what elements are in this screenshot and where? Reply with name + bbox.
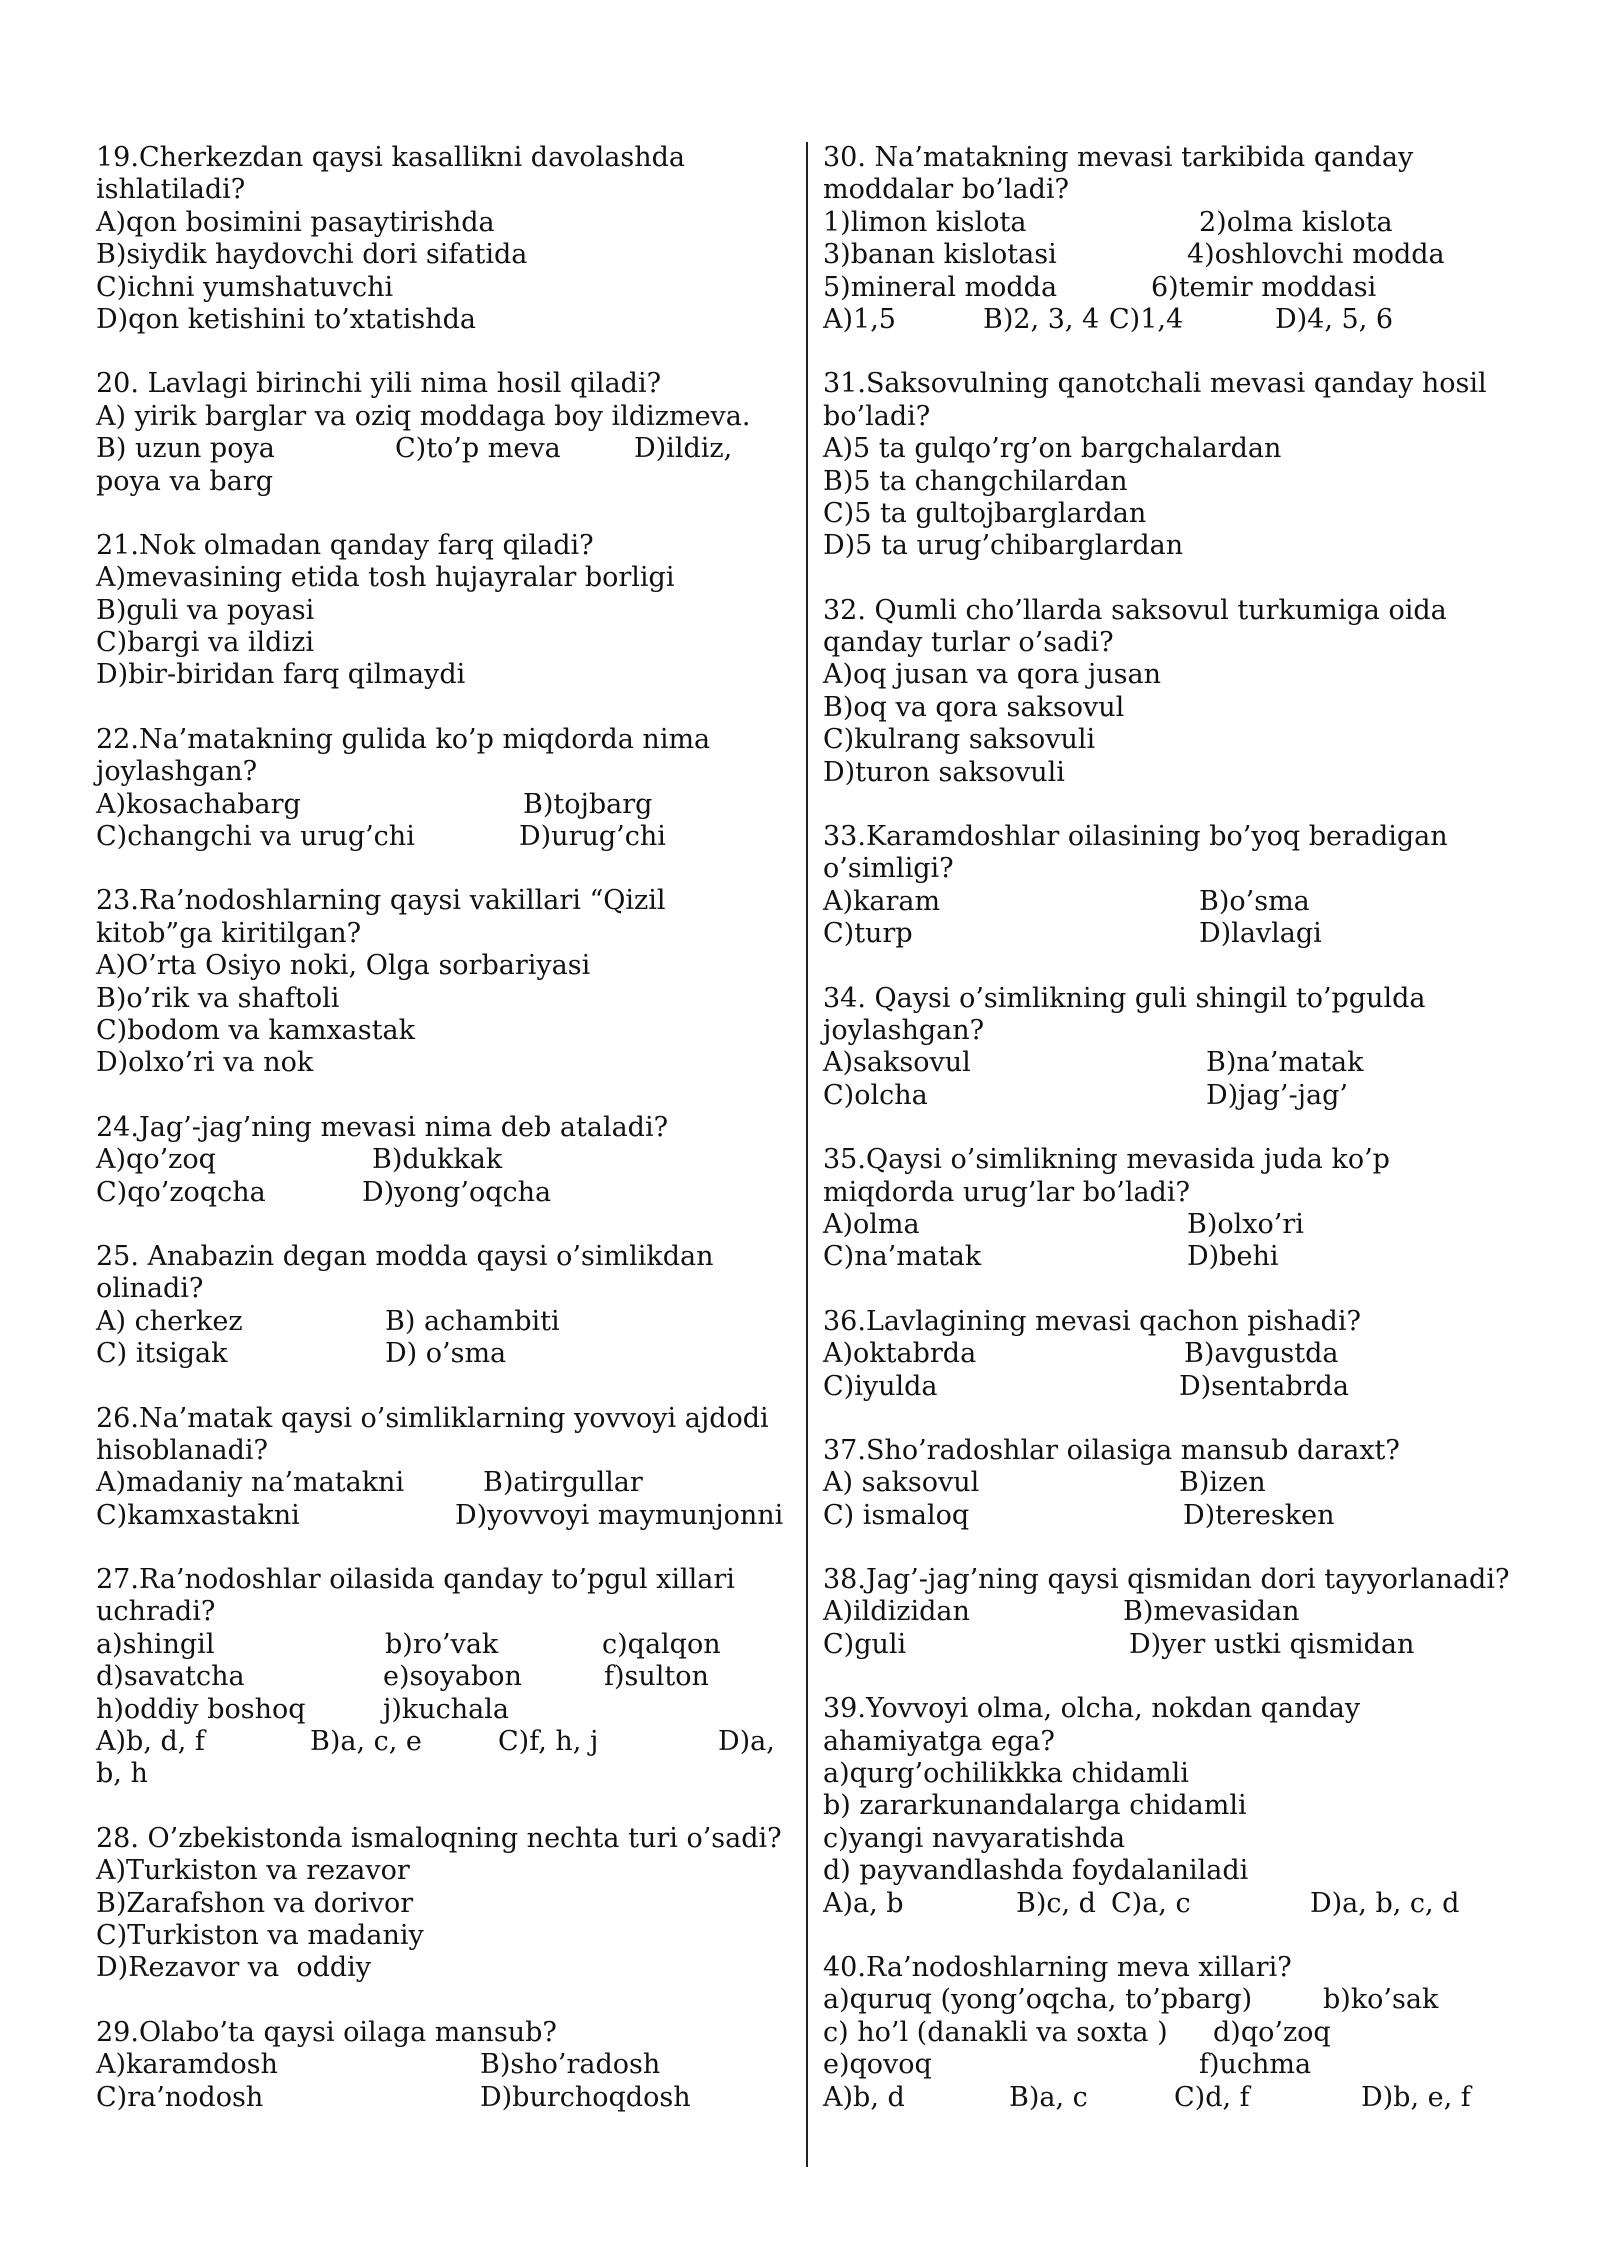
text-line: uchradi? bbox=[96, 1596, 216, 1628]
question-text bbox=[96, 368, 796, 400]
question-text bbox=[823, 368, 1523, 400]
right-question-1 bbox=[823, 142, 1523, 336]
question-text bbox=[96, 1241, 796, 1273]
answer-option: C)d, f bbox=[1174, 2081, 1250, 2113]
question-line bbox=[823, 1177, 1523, 1209]
text-line: c)yangi navyaratishda bbox=[823, 1822, 1126, 1854]
right-question-10 bbox=[823, 1693, 1523, 1920]
question-text bbox=[96, 530, 796, 562]
answer-option: B)avgustda bbox=[1184, 1338, 1339, 1370]
answer-option: D)burchoqdosh bbox=[480, 2081, 691, 2113]
question-line bbox=[96, 1952, 796, 1984]
question-line bbox=[823, 1500, 1523, 1532]
question-line bbox=[823, 724, 1523, 756]
left-question-8 bbox=[96, 1403, 796, 1533]
text-line: C)ichni yumshatuvchi bbox=[96, 271, 394, 303]
text-line: C)Turkiston va madaniy bbox=[96, 1919, 424, 1951]
answer-option: D)lavlagi bbox=[1199, 918, 1322, 950]
question-line bbox=[823, 2049, 1523, 2081]
text-line: A)mevasining etida tosh hujayralar borligi bbox=[96, 562, 675, 594]
question-line bbox=[96, 1338, 796, 1370]
question-line bbox=[96, 1273, 796, 1305]
answer-option: 5)mineral modda bbox=[823, 271, 1058, 303]
column-divider bbox=[806, 142, 808, 2167]
text-line: joylashgan? bbox=[823, 1014, 985, 1046]
question-line bbox=[96, 983, 796, 1015]
question-line bbox=[96, 1144, 796, 1176]
answer-option: f)sulton bbox=[604, 1661, 709, 1693]
left-question-7 bbox=[96, 1241, 796, 1371]
text-line: 27.Ra’nodoshlar oilasida qanday to’pgul xillari bbox=[96, 1564, 735, 1596]
answer-option: A)oktabrda bbox=[823, 1338, 977, 1370]
text-line: miqdorda urug’lar bo’ladi? bbox=[823, 1176, 1190, 1208]
question-line bbox=[823, 1790, 1523, 1822]
answer-option: B) uzun poya bbox=[96, 433, 275, 465]
answer-option: 3)banan kislotasi bbox=[823, 239, 1057, 271]
answer-option: B)o’sma bbox=[1199, 885, 1310, 917]
question-text bbox=[823, 1693, 1523, 1725]
text-line: 24.Jag’-jag’ning mevasi nima deb ataladi? bbox=[96, 1111, 669, 1143]
answer-option: B)mevasidan bbox=[1123, 1596, 1300, 1628]
answer-option: A)kosachabarg bbox=[96, 788, 301, 820]
answer-option: D)yer ustki qismidan bbox=[1129, 1628, 1415, 1660]
left-question-4 bbox=[96, 724, 796, 854]
answer-option: B)sho’radosh bbox=[480, 2049, 661, 2081]
answer-option: A)b, d, f bbox=[96, 1726, 205, 1758]
answer-option: C)iyulda bbox=[823, 1370, 938, 1402]
text-line: B)5 ta changchilardan bbox=[823, 465, 1128, 497]
answer-option: C)1,4 bbox=[1109, 303, 1184, 335]
text-line: A)O’rta Osiyo noki, Olga sorbariyasi bbox=[96, 950, 591, 982]
question-line bbox=[823, 1080, 1523, 1112]
answer-option: A)madaniy na’matakni bbox=[96, 1467, 405, 1499]
answer-option: d)savatcha bbox=[96, 1661, 245, 1693]
answer-option: c) ho’l (danakli va soxta ) bbox=[823, 2016, 1168, 2048]
answer-option: D)jag’-jag’ bbox=[1206, 1079, 1348, 1111]
question-line bbox=[823, 853, 1523, 885]
question-line bbox=[96, 1047, 796, 1079]
text-line: D)bir-biridan farq qilmaydi bbox=[96, 659, 466, 691]
text-line: 25. Anabazin degan modda qaysi o’simlikdan bbox=[96, 1240, 714, 1272]
text-line: C)kulrang saksovuli bbox=[823, 724, 1096, 756]
text-line: 39.Yovvoyi olma, olcha, nokdan qanday bbox=[823, 1693, 1361, 1725]
question-line bbox=[96, 304, 796, 336]
answer-option: D)sentabrda bbox=[1179, 1370, 1349, 1402]
text-line: 31.Saksovulning qanotchali mevasi qanday hosil bbox=[823, 368, 1487, 400]
answer-option: C)guli bbox=[823, 1628, 907, 1660]
question-line bbox=[96, 1920, 796, 1952]
answer-option: B)olxo’ri bbox=[1187, 1208, 1304, 1240]
question-line bbox=[96, 2082, 796, 2114]
answer-option: A)olma bbox=[823, 1208, 920, 1240]
answer-option: C)to’p meva bbox=[395, 433, 561, 465]
answer-option: c)qalqon bbox=[602, 1628, 721, 1660]
question-line bbox=[823, 530, 1523, 562]
question-line bbox=[96, 1855, 796, 1887]
answer-option: a)quruq (yong’oqcha, to’pbarg) bbox=[823, 1984, 1253, 2016]
question-line bbox=[96, 918, 796, 950]
question-line bbox=[96, 1177, 796, 1209]
text-line: b, h bbox=[96, 1758, 148, 1790]
question-line bbox=[823, 1596, 1523, 1628]
text-line: A)Turkiston va rezavor bbox=[96, 1855, 410, 1887]
answer-option: d)qo’zoq bbox=[1213, 2016, 1331, 2048]
answer-option: A) saksovul bbox=[823, 1467, 980, 1499]
answer-option: D)4, 5, 6 bbox=[1275, 303, 1394, 335]
answer-option: B)na’matak bbox=[1206, 1047, 1364, 1079]
left-question-9 bbox=[96, 1564, 796, 1791]
text-line: 34. Qaysi o’simlikning guli shingil to’pgulda bbox=[823, 982, 1426, 1014]
text-line: 22.Na’matakning gulida ko’p miqdorda nima bbox=[96, 723, 711, 755]
question-line bbox=[823, 1726, 1523, 1758]
answer-option: D)ildiz, bbox=[634, 433, 733, 465]
text-line: 30. Na’matakning mevasi tarkibida qanday bbox=[823, 142, 1414, 173]
question-line bbox=[96, 1726, 796, 1758]
answer-option: D)a, bbox=[718, 1726, 775, 1758]
answer-option: A)b, d bbox=[823, 2081, 905, 2113]
question-line bbox=[823, 1758, 1523, 1790]
answer-option: D)yong’oqcha bbox=[362, 1176, 552, 1208]
text-line: moddalar bo’ladi? bbox=[823, 174, 1069, 206]
question-line bbox=[823, 272, 1523, 304]
question-line bbox=[823, 886, 1523, 918]
question-line bbox=[96, 466, 796, 498]
text-line: B)siydik haydovchi dori sifatida bbox=[96, 239, 528, 271]
question-line bbox=[823, 1855, 1523, 1887]
text-line: C)5 ta gultojbarglardan bbox=[823, 497, 1147, 529]
question-line bbox=[96, 401, 796, 433]
answer-option: B)c, d bbox=[1016, 1887, 1096, 1919]
text-line: D)5 ta urug’chibarglardan bbox=[823, 530, 1184, 562]
question-line bbox=[96, 2049, 796, 2081]
question-text bbox=[823, 983, 1523, 1015]
question-line bbox=[823, 1984, 1523, 2016]
answer-option: D)teresken bbox=[1183, 1499, 1335, 1531]
question-line bbox=[96, 950, 796, 982]
question-line bbox=[823, 1371, 1523, 1403]
question-line bbox=[96, 272, 796, 304]
text-line: D)qon ketishini to’xtatishda bbox=[96, 303, 476, 335]
question-line bbox=[96, 174, 796, 206]
question-text bbox=[823, 1306, 1523, 1338]
text-line: 20. Lavlagi birinchi yili nima hosil qiladi? bbox=[96, 368, 662, 400]
left-question-5 bbox=[96, 885, 796, 1079]
answer-option: D) o’sma bbox=[385, 1338, 507, 1370]
question-line bbox=[96, 1596, 796, 1628]
text-line: joylashgan? bbox=[96, 756, 258, 788]
question-line bbox=[96, 1758, 796, 1790]
question-line bbox=[96, 789, 796, 821]
question-text bbox=[96, 1564, 796, 1596]
answer-option: C)qo’zoqcha bbox=[96, 1176, 266, 1208]
question-line bbox=[823, 401, 1523, 433]
question-line bbox=[823, 1338, 1523, 1370]
text-line: 36.Lavlagining mevasi qachon pishadi? bbox=[823, 1305, 1361, 1337]
answer-option: 6)temir moddasi bbox=[1151, 271, 1377, 303]
left-question-1 bbox=[96, 142, 796, 336]
answer-option: B)izen bbox=[1179, 1467, 1266, 1499]
question-line bbox=[823, 433, 1523, 465]
right-question-7 bbox=[823, 1306, 1523, 1403]
text-line: 28. O’zbekistonda ismaloqning nechta turi o’sadi? bbox=[96, 1822, 782, 1854]
question-line bbox=[823, 1241, 1523, 1273]
answer-option: C) itsigak bbox=[96, 1338, 228, 1370]
answer-option: j)kuchala bbox=[383, 1693, 509, 1725]
question-line bbox=[96, 1694, 796, 1726]
question-line bbox=[96, 1888, 796, 1920]
answer-option: C)changchi va urug’chi bbox=[96, 821, 415, 853]
question-line bbox=[96, 207, 796, 239]
answer-option: C)kamxastakni bbox=[96, 1499, 300, 1531]
question-line bbox=[96, 595, 796, 627]
question-line bbox=[823, 1629, 1523, 1661]
answer-option: A)saksovul bbox=[823, 1047, 971, 1079]
text-line: ishlatiladi? bbox=[96, 174, 246, 206]
answer-option: C)olcha bbox=[823, 1079, 928, 1111]
answer-option: 2)olma kislota bbox=[1199, 206, 1393, 238]
text-line: bo’ladi? bbox=[823, 400, 931, 432]
answer-option: D)urug’chi bbox=[519, 821, 666, 853]
answer-option: 1)limon kislota bbox=[823, 206, 1027, 238]
answer-option: C)na’matak bbox=[823, 1241, 982, 1273]
answer-option: a)shingil bbox=[96, 1628, 215, 1660]
question-text bbox=[96, 1403, 796, 1435]
answer-option: h)oddiy boshoq bbox=[96, 1693, 306, 1725]
question-line bbox=[96, 1306, 796, 1338]
text-line: hisoblanadi? bbox=[96, 1434, 269, 1466]
right-question-11 bbox=[823, 1952, 1523, 2114]
question-line bbox=[823, 1467, 1523, 1499]
answer-option: B)dukkak bbox=[372, 1144, 503, 1176]
question-line bbox=[823, 918, 1523, 950]
text-line: 29.Olabo’ta qaysi oilaga mansub? bbox=[96, 2016, 557, 2048]
question-text bbox=[823, 1144, 1523, 1176]
question-line bbox=[823, 174, 1523, 206]
answer-option: A)karamdosh bbox=[96, 2049, 278, 2081]
text-line: 33.Karamdoshlar oilasining bo’yoq beradigan bbox=[823, 821, 1448, 853]
question-line bbox=[96, 239, 796, 271]
text-line: 26.Na’matak qaysi o’simliklarning yovvoyi ajdodi bbox=[96, 1402, 769, 1434]
text-line: b) zararkunandalarga chidamli bbox=[823, 1790, 1247, 1822]
answer-option: 4)oshlovchi modda bbox=[1187, 239, 1445, 271]
left-question-6 bbox=[96, 1112, 796, 1209]
answer-option: B) achambiti bbox=[385, 1305, 560, 1337]
question-line bbox=[96, 1467, 796, 1499]
text-line: B)Zarafshon va dorivor bbox=[96, 1887, 414, 1919]
answer-option: C) ismaloq bbox=[823, 1499, 970, 1531]
question-text bbox=[96, 885, 796, 917]
answer-option: D)a, b, c, d bbox=[1310, 1887, 1460, 1919]
text-line: olinadi? bbox=[96, 1273, 204, 1305]
question-line bbox=[96, 659, 796, 691]
left-column bbox=[96, 142, 796, 2146]
question-line bbox=[823, 1823, 1523, 1855]
right-question-3 bbox=[823, 595, 1523, 789]
text-line: 21.Nok olmadan qanday farq qiladi? bbox=[96, 529, 594, 561]
question-line bbox=[823, 2017, 1523, 2049]
text-line: A) yirik barglar va oziq moddaga boy ildizmeva. bbox=[96, 400, 751, 432]
question-line bbox=[96, 821, 796, 853]
question-line bbox=[823, 466, 1523, 498]
question-line bbox=[823, 627, 1523, 659]
text-line: d) payvandlashda foydalaniladi bbox=[823, 1855, 1249, 1887]
question-line bbox=[96, 433, 796, 465]
question-text bbox=[96, 724, 796, 756]
text-line: ahamiyatga ega? bbox=[823, 1725, 1055, 1757]
text-line: A)5 ta gulqo’rg’on bargchalardan bbox=[823, 433, 1282, 465]
answer-option: A)karam bbox=[823, 885, 941, 917]
question-line bbox=[96, 1629, 796, 1661]
question-line bbox=[823, 304, 1523, 336]
answer-option: D)b, e, f bbox=[1361, 2081, 1471, 2113]
text-line: qanday turlar o’sadi? bbox=[823, 627, 1114, 659]
question-line bbox=[96, 1500, 796, 1532]
text-line: D)turon saksovuli bbox=[823, 756, 1065, 788]
text-line: B)o’rik va shaftoli bbox=[96, 982, 340, 1014]
answer-option: A)ildizidan bbox=[823, 1596, 970, 1628]
question-line bbox=[96, 562, 796, 594]
answer-option: A)qo’zoq bbox=[96, 1144, 216, 1176]
question-line bbox=[823, 692, 1523, 724]
question-line bbox=[96, 1015, 796, 1047]
answer-option: B)atirgullar bbox=[483, 1467, 643, 1499]
answer-option: B)a, c bbox=[1009, 2081, 1088, 2113]
question-text bbox=[823, 142, 1523, 174]
question-line bbox=[96, 1661, 796, 1693]
question-line bbox=[96, 627, 796, 659]
question-text bbox=[96, 142, 796, 174]
right-question-9 bbox=[823, 1564, 1523, 1661]
text-line: a)qurg’ochilikkka chidamli bbox=[823, 1758, 1189, 1790]
right-question-2 bbox=[823, 368, 1523, 562]
right-column bbox=[823, 142, 1523, 2146]
question-line bbox=[823, 1888, 1523, 1920]
question-text bbox=[96, 2017, 796, 2049]
right-question-6 bbox=[823, 1144, 1523, 1274]
text-line: 37.Sho’radoshlar oilasiga mansub daraxt? bbox=[823, 1434, 1400, 1466]
left-question-11 bbox=[96, 2017, 796, 2114]
answer-option: D)yovvoyi maymunjonni bbox=[455, 1499, 784, 1531]
question-line bbox=[823, 1015, 1523, 1047]
right-question-8 bbox=[823, 1435, 1523, 1532]
text-line: kitob”ga kiritilgan? bbox=[96, 917, 362, 949]
right-question-4 bbox=[823, 821, 1523, 951]
question-line bbox=[823, 498, 1523, 530]
answer-option: A)1,5 bbox=[823, 303, 896, 335]
question-line bbox=[823, 1209, 1523, 1241]
answer-option: B)a, c, e bbox=[310, 1726, 422, 1758]
question-line bbox=[823, 659, 1523, 691]
text-line: 35.Qaysi o’simlikning mevasida juda ko’p bbox=[823, 1144, 1390, 1176]
answer-option: C)a, c bbox=[1111, 1887, 1191, 1919]
answer-option: e)qovoq bbox=[823, 2049, 932, 2081]
text-line: D)Rezavor va oddiy bbox=[96, 1952, 372, 1984]
text-line: 23.Ra’nodoshlarning qaysi vakillari “Qizil bbox=[96, 885, 666, 917]
text-line: C)bargi va ildizi bbox=[96, 627, 314, 659]
question-text bbox=[96, 1112, 796, 1144]
answer-option: e)soyabon bbox=[383, 1661, 522, 1693]
left-question-3 bbox=[96, 530, 796, 692]
text-line: 19.Cherkezdan qaysi kasallikni davolashda bbox=[96, 142, 686, 173]
question-line bbox=[823, 2082, 1523, 2114]
text-line: 40.Ra’nodoshlarning meva xillari? bbox=[823, 1951, 1292, 1983]
question-line bbox=[823, 1047, 1523, 1079]
answer-option: B)tojbarg bbox=[523, 788, 653, 820]
answer-option: b)ro’vak bbox=[385, 1628, 499, 1660]
question-text bbox=[823, 1435, 1523, 1467]
answer-option: C)f, h, j bbox=[498, 1726, 599, 1758]
text-line: B)oq va qora saksovul bbox=[823, 691, 1125, 723]
text-line: 32. Qumli cho’llarda saksovul turkumiga oida bbox=[823, 594, 1447, 626]
answer-option: D)behi bbox=[1187, 1241, 1279, 1273]
text-line: o’simligi? bbox=[823, 853, 954, 885]
question-line bbox=[96, 1435, 796, 1467]
text-line: B)guli va poyasi bbox=[96, 594, 315, 626]
question-line bbox=[96, 756, 796, 788]
answer-option: b)ko’sak bbox=[1323, 1984, 1439, 2016]
question-text bbox=[823, 821, 1523, 853]
text-line: A)oq jusan va qora jusan bbox=[823, 659, 1162, 691]
text-line: A)qon bosimini pasaytirishda bbox=[96, 206, 495, 238]
answer-option: B)2, 3, 4 bbox=[983, 303, 1100, 335]
question-text bbox=[96, 1823, 796, 1855]
question-text bbox=[823, 595, 1523, 627]
text-line: D)olxo’ri va nok bbox=[96, 1047, 314, 1079]
question-text bbox=[823, 1564, 1523, 1596]
left-question-2 bbox=[96, 368, 796, 498]
text-line: 38.Jag’-jag’ning qaysi qismidan dori tayyorlanadi? bbox=[823, 1564, 1510, 1596]
text-line: poya va barg bbox=[96, 465, 273, 497]
question-line bbox=[823, 207, 1523, 239]
answer-option: A)a, b bbox=[823, 1887, 904, 1919]
question-line bbox=[823, 757, 1523, 789]
answer-option: C)turp bbox=[823, 918, 913, 950]
left-question-10 bbox=[96, 1823, 796, 1985]
text-line: C)bodom va kamxastak bbox=[96, 1014, 415, 1046]
question-line bbox=[823, 239, 1523, 271]
question-text bbox=[823, 1952, 1523, 1984]
answer-option: A) cherkez bbox=[96, 1305, 243, 1337]
answer-option: f)uchma bbox=[1199, 2049, 1312, 2081]
right-question-5 bbox=[823, 983, 1523, 1113]
answer-option: C)ra’nodosh bbox=[96, 2081, 264, 2113]
